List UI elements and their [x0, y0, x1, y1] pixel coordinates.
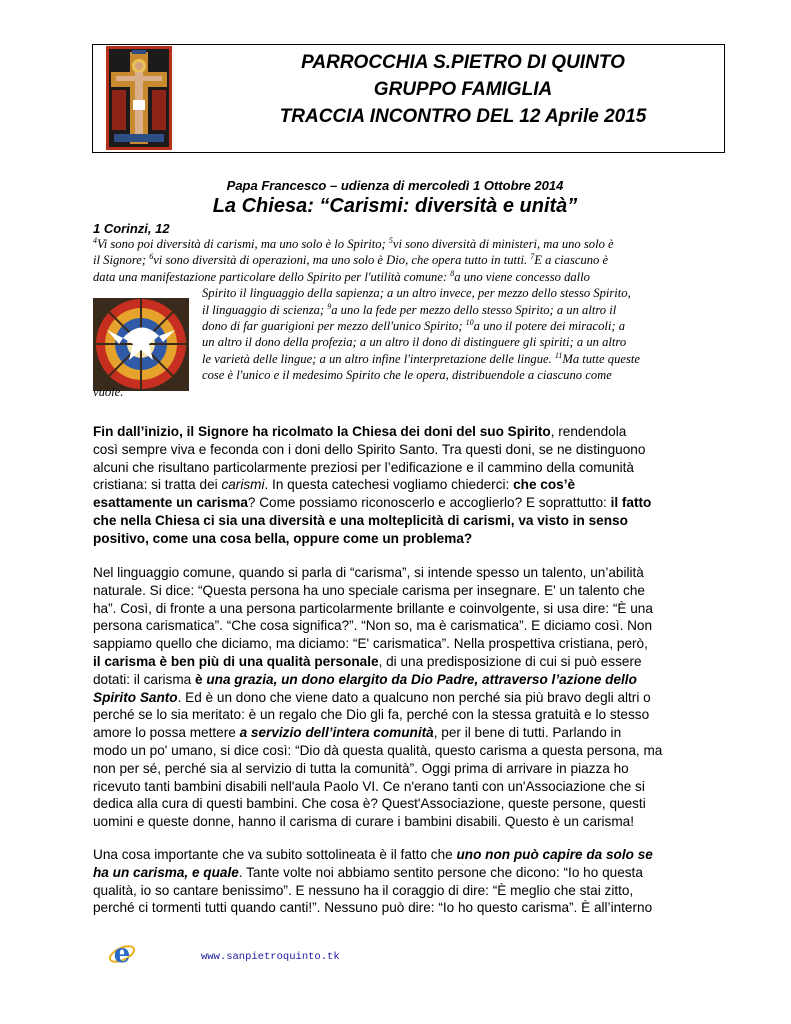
verse-number: 6 [149, 252, 154, 262]
audience-line: Papa Francesco – udienza di mercoledì 1 Ottobre 2014 [226, 178, 564, 193]
paragraph-discernment [93, 846, 699, 917]
svg-text:e: e [113, 939, 131, 969]
text: , rendendola [550, 424, 627, 439]
text-line-bold: che nella Chiesa ci sia una diversità e una molteplicità di carismi, va visto in senso [93, 512, 628, 528]
text: amore lo possa mettere [93, 725, 240, 741]
verse-number: 7 [530, 252, 535, 262]
scripture-line: le varietà delle lingue; a un altro infine l'interpretazione delle lingue. [202, 351, 555, 366]
verse-number: 8 [450, 268, 455, 278]
text-bold: che cos’è [513, 477, 576, 493]
header-box [92, 44, 725, 153]
scripture-passage [93, 236, 697, 400]
scripture-line: E a ciascuno è [534, 253, 609, 268]
text-bold-italic: Spirito Santo [93, 689, 178, 705]
text: . Tante volte noi abbiamo sentito persone che dicono: “Io ho questa [238, 864, 643, 880]
text-bold: il fatto [610, 495, 652, 511]
text-line: modo un po' umano, si dice così: “Dio dà questa qualità, questo carisma a questa persona, ma [93, 742, 663, 758]
paragraph-charism [93, 564, 699, 831]
text-bold: esattamente un carisma [93, 495, 248, 511]
verse-number: 10 [465, 317, 474, 327]
scripture-line: il Signore; [93, 253, 150, 268]
text-bold: è [195, 671, 203, 687]
scripture-line: cose è l'unico e il medesimo Spirito che le opera, distribuendole a ciascuno come [202, 368, 612, 383]
text-line: Nel linguaggio comune, quando si parla di “carisma”, si intende spesso un talento, un’abilità [93, 565, 644, 580]
scripture-line: vi sono diversità di operazioni, ma uno solo è Dio, che opera tutto in tutti. [153, 253, 531, 268]
paragraph-intro [93, 423, 699, 548]
text: Una cosa importante che va subito sottolineata è il fatto che [93, 847, 457, 862]
scripture-reference: 1 Corinzi, 12 [93, 221, 170, 236]
page-title: La Chiesa: “Carismi: diversità e unità” [212, 195, 578, 217]
verse-number: 11 [554, 350, 563, 360]
header-parish: PARROCCHIA S.PIETRO DI QUINTO [301, 52, 625, 73]
scripture-line: a uno il potere dei miracoli; a [473, 319, 626, 334]
text-line: sappiamo quello che diciamo, ma diciamo: “E' carismatica”. Nella prospettiva cristiana, però, [93, 636, 648, 652]
text-line: perché ci tormenti tutti quando canti!”. Nessuno può dire: “Io ho questo carisma”. È all’interno [93, 900, 653, 916]
scripture-line: un altro il dono della profezia; a un altro il dono di distinguere gli spiriti; a un altro [202, 335, 627, 350]
text-bold: Fin dall’inizio, il Signore ha ricolmato la Chiesa dei doni del suo Spirito [93, 424, 551, 439]
text-line: dedica alla cura di questi bambini. Che cosa è? Quest'Associazione, queste persone, questi [93, 796, 646, 812]
scripture-line: vuole. [93, 384, 124, 399]
text-line: ricevuto tanti bambini disabili nell'aula Paolo VI. Ce n'erano tanti con un'Associazione che si [93, 778, 645, 794]
text-line: naturale. Si dice: “Questa persona ha uno speciale carisma per insegnare. E' un talento che [93, 582, 645, 598]
text-line: persona carismatica”. “Che cosa significa?”. “Non so, ma è carismatica”. E diciamo così. Non [93, 618, 653, 634]
text: . Ed è un dono che viene dato a qualcuno non perché sia più bravo degli altri o [177, 689, 651, 705]
text-bold-italic: uno non può capire da solo se [456, 847, 653, 862]
scripture-line: Spirito il linguaggio della sapienza; a un altro invece, per mezzo dello stesso Spirito, [202, 286, 631, 301]
header-meeting: TRACCIA INCONTRO DEL 12 Aprile 2015 [279, 106, 647, 127]
scripture-line: il linguaggio di scienza; [202, 302, 328, 317]
scripture-line: a uno viene concesso dallo [454, 269, 590, 284]
scripture-line: Vi sono poi diversità di carismi, ma uno solo è lo Spirito; [97, 237, 389, 251]
text: ? Come possiamo riconoscerlo e accoglierlo? E soprattutto: [247, 495, 611, 511]
text-line: alcuni che risultano particolarmente preziosi per l’edificazione e il cammino della comunità [93, 459, 634, 475]
text-bold-italic: ha un carisma, e quale [93, 864, 239, 880]
text: , di una predisposizione di cui si può essere [378, 653, 642, 669]
footer-website-link[interactable]: www.sanpietroquinto.tk [201, 951, 340, 963]
text: dotati: il carisma [93, 671, 195, 687]
verse-number: 4 [93, 235, 97, 245]
text-line: così sempre viva e feconda con i doni dello Spirito Santo. Tra questi doni, se ne distinguono [93, 441, 646, 457]
header-group: GRUPPO FAMIGLIA [373, 79, 553, 100]
text-italic: carismi [221, 477, 265, 493]
scripture-line: vi sono diversità di ministeri, ma uno solo è [392, 237, 614, 251]
scripture-line: a uno la fede per mezzo dello stesso Spirito; a un altro il [331, 302, 617, 317]
scripture-line: dono di far guarigioni per mezzo dell'unico Spirito; [202, 319, 466, 334]
text-line-bold: positivo, come una cosa bella, oppure come un problema? [93, 530, 473, 546]
text: . In questa catechesi vogliamo chiederci: [264, 477, 514, 493]
verse-number: 9 [327, 301, 332, 311]
text-line: ha”. Così, di fronte a una persona particolarmente brillante e coinvolgente, si usa dire: “È una [93, 600, 653, 616]
text-bold-italic: una grazia, un dono elargito da Dio Padre, attraverso l’azione dello [202, 671, 637, 687]
san-damiano-crucifix-icon [106, 46, 172, 150]
text: cristiana: si tratta dei [93, 477, 222, 493]
scripture-line: Ma tutte queste [562, 351, 640, 366]
verse-number: 5 [388, 235, 393, 245]
text-line: uomini e queste donne, hanno il carisma di curare i bambini disabili. Questo è un carisma! [93, 814, 635, 830]
header-title-block [243, 49, 683, 130]
text-bold: il carisma è ben più di una qualità personale [93, 653, 379, 669]
text-line: qualità, io so cantare benissimo”. E nessuno ha il coraggio di dire: “È meglio che stai zitto, [93, 882, 634, 898]
scripture-line: data una manifestazione particolare dello Spirito per l'utilità comune: [93, 269, 451, 284]
text-bold-italic: a servizio dell’intera comunità [239, 725, 434, 741]
text-line: perché se lo sia meritato: è un regalo che Dio gli fa, perché con la stessa gratuità e lo stesso [93, 707, 650, 723]
text: , per il bene di tutti. Parlando in [433, 725, 622, 741]
internet-explorer-logo-icon [107, 937, 137, 969]
text-line: non per sé, perché sia al servizio di tutta la comunità”. Oggi prima di arrivare in piazza ho [93, 760, 629, 776]
